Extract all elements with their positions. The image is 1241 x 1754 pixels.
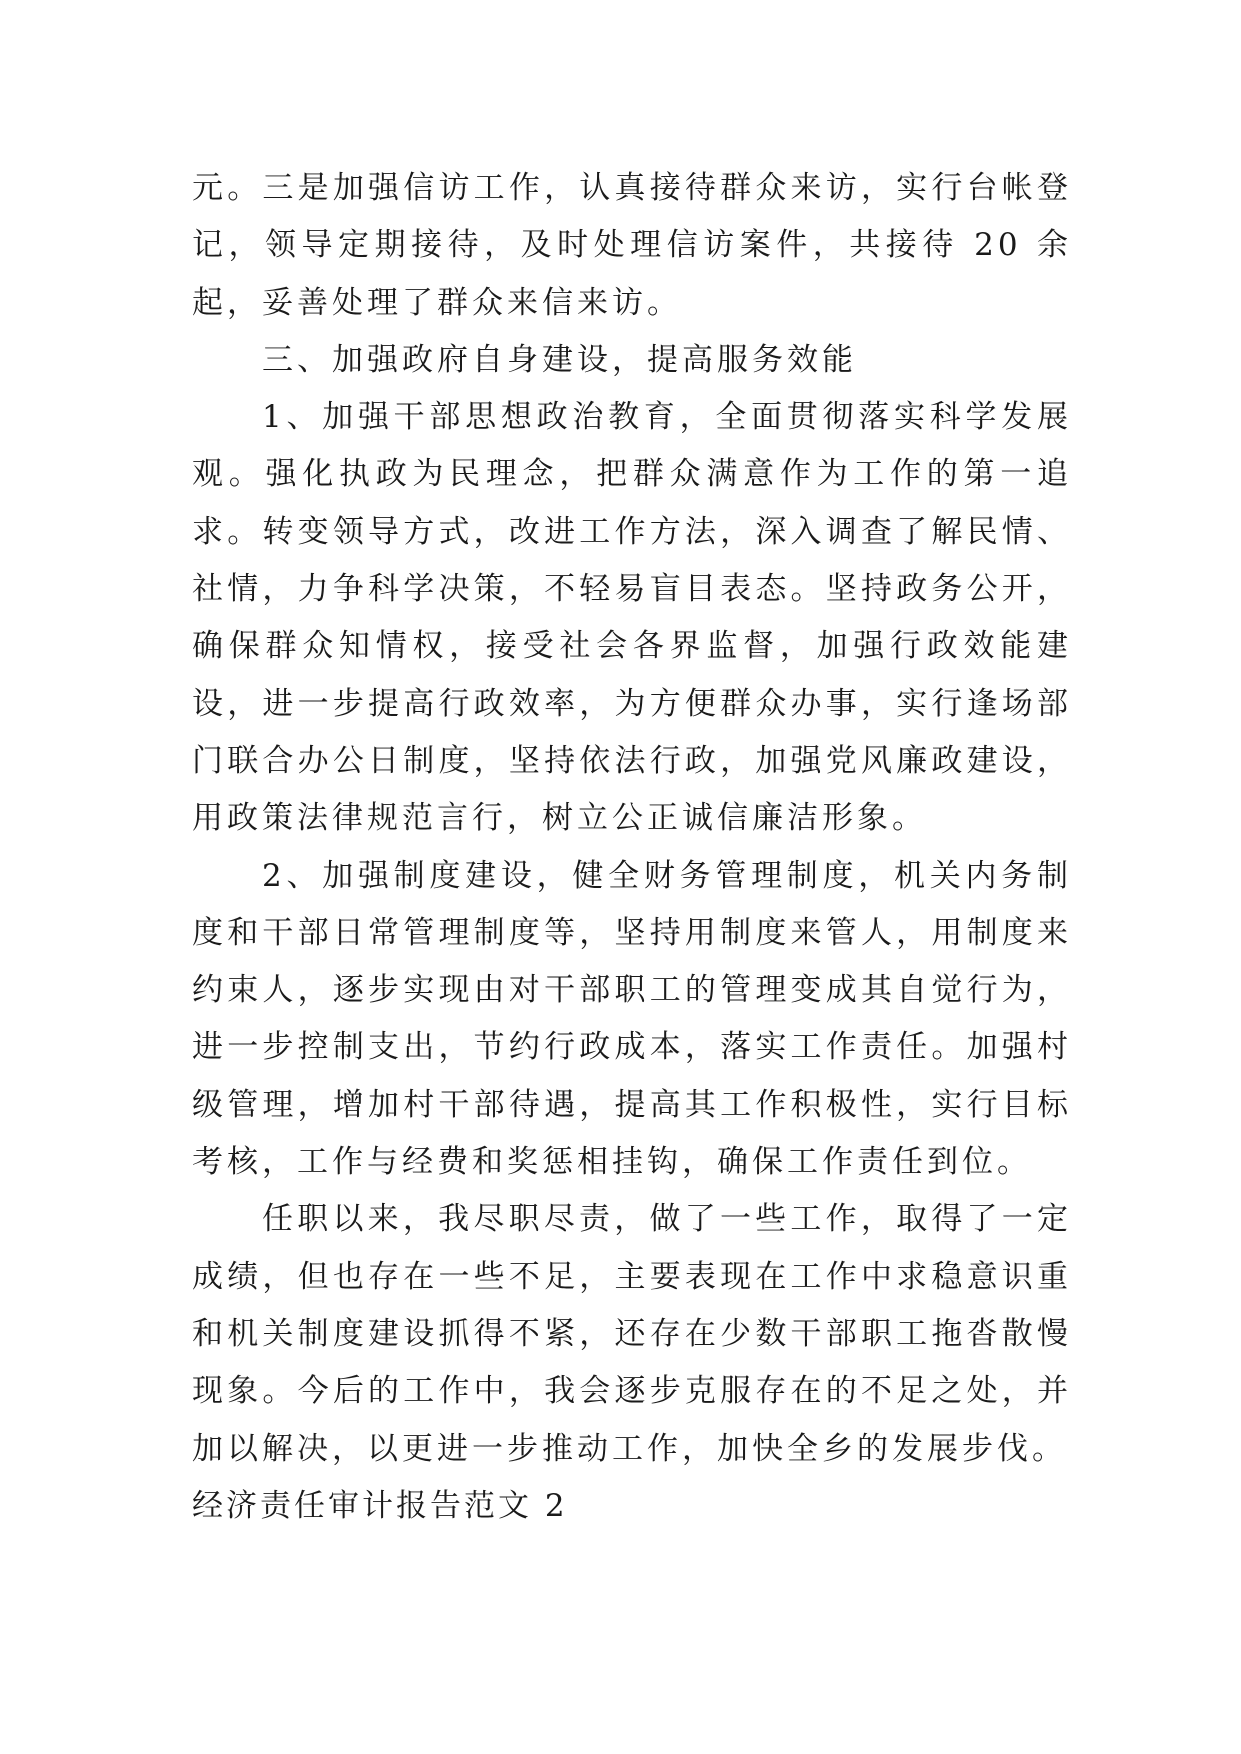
paragraph-continuation: 元。三是加强信访工作，认真接待群众来访，实行台帐登记，领导定期接待，及时处理信访案件，共接待 20 余起，妥善处理了群众来信来访。 — [192, 170, 1072, 321]
paragraph-summary: 任职以来，我尽职尽责，做了一些工作，取得了一定成绩，但也存在一些不足，主要表现在工作中求稳意识重和机关制度建设抓得不紧，还存在少数干部职工拖沓散慢现象。今后的工作中，我会逐步克服存在的不足之处，并加以解决，以更进一步推动工作，加快全乡的发展步伐。 — [192, 1201, 1072, 1467]
paragraph-item-1: 1、加强干部思想政治教育，全面贯彻落实科学发展观。强化执政为民理念，把群众满意作为工作的第一追求。转变领导方式，改进工作方法，深入调查了解民情、社情，力争科学决策，不轻易盲目表态。坚持政务公开，确保群众知情权，接受社会各界监督，加强行政效能建设，进一步提高行政效率，为方便群众办事，实行逢场部门联合办公日制度，坚持依法行政，加强党风廉政建设，用政策法律规范言行，树立公正诚信廉洁形象。 — [192, 399, 1072, 837]
document-body — [192, 160, 1072, 1535]
section-heading-three: 三、加强政府自身建设，提高服务效能 — [262, 341, 857, 378]
paragraph-item-2: 2、加强制度建设，健全财务管理制度，机关内务制度和干部日常管理制度等，坚持用制度来管人，用制度来约束人，逐步实现由对干部职工的管理变成其自觉行为，进一步控制支出，节约行政成本，落实工作责任。加强村级管理，增加村干部待遇，提高其工作积极性，实行目标考核，工作与经费和奖惩相挂钩，确保工作责任到位。 — [192, 857, 1072, 1181]
next-section-title: 经济责任审计报告范文 2 — [192, 1487, 568, 1524]
